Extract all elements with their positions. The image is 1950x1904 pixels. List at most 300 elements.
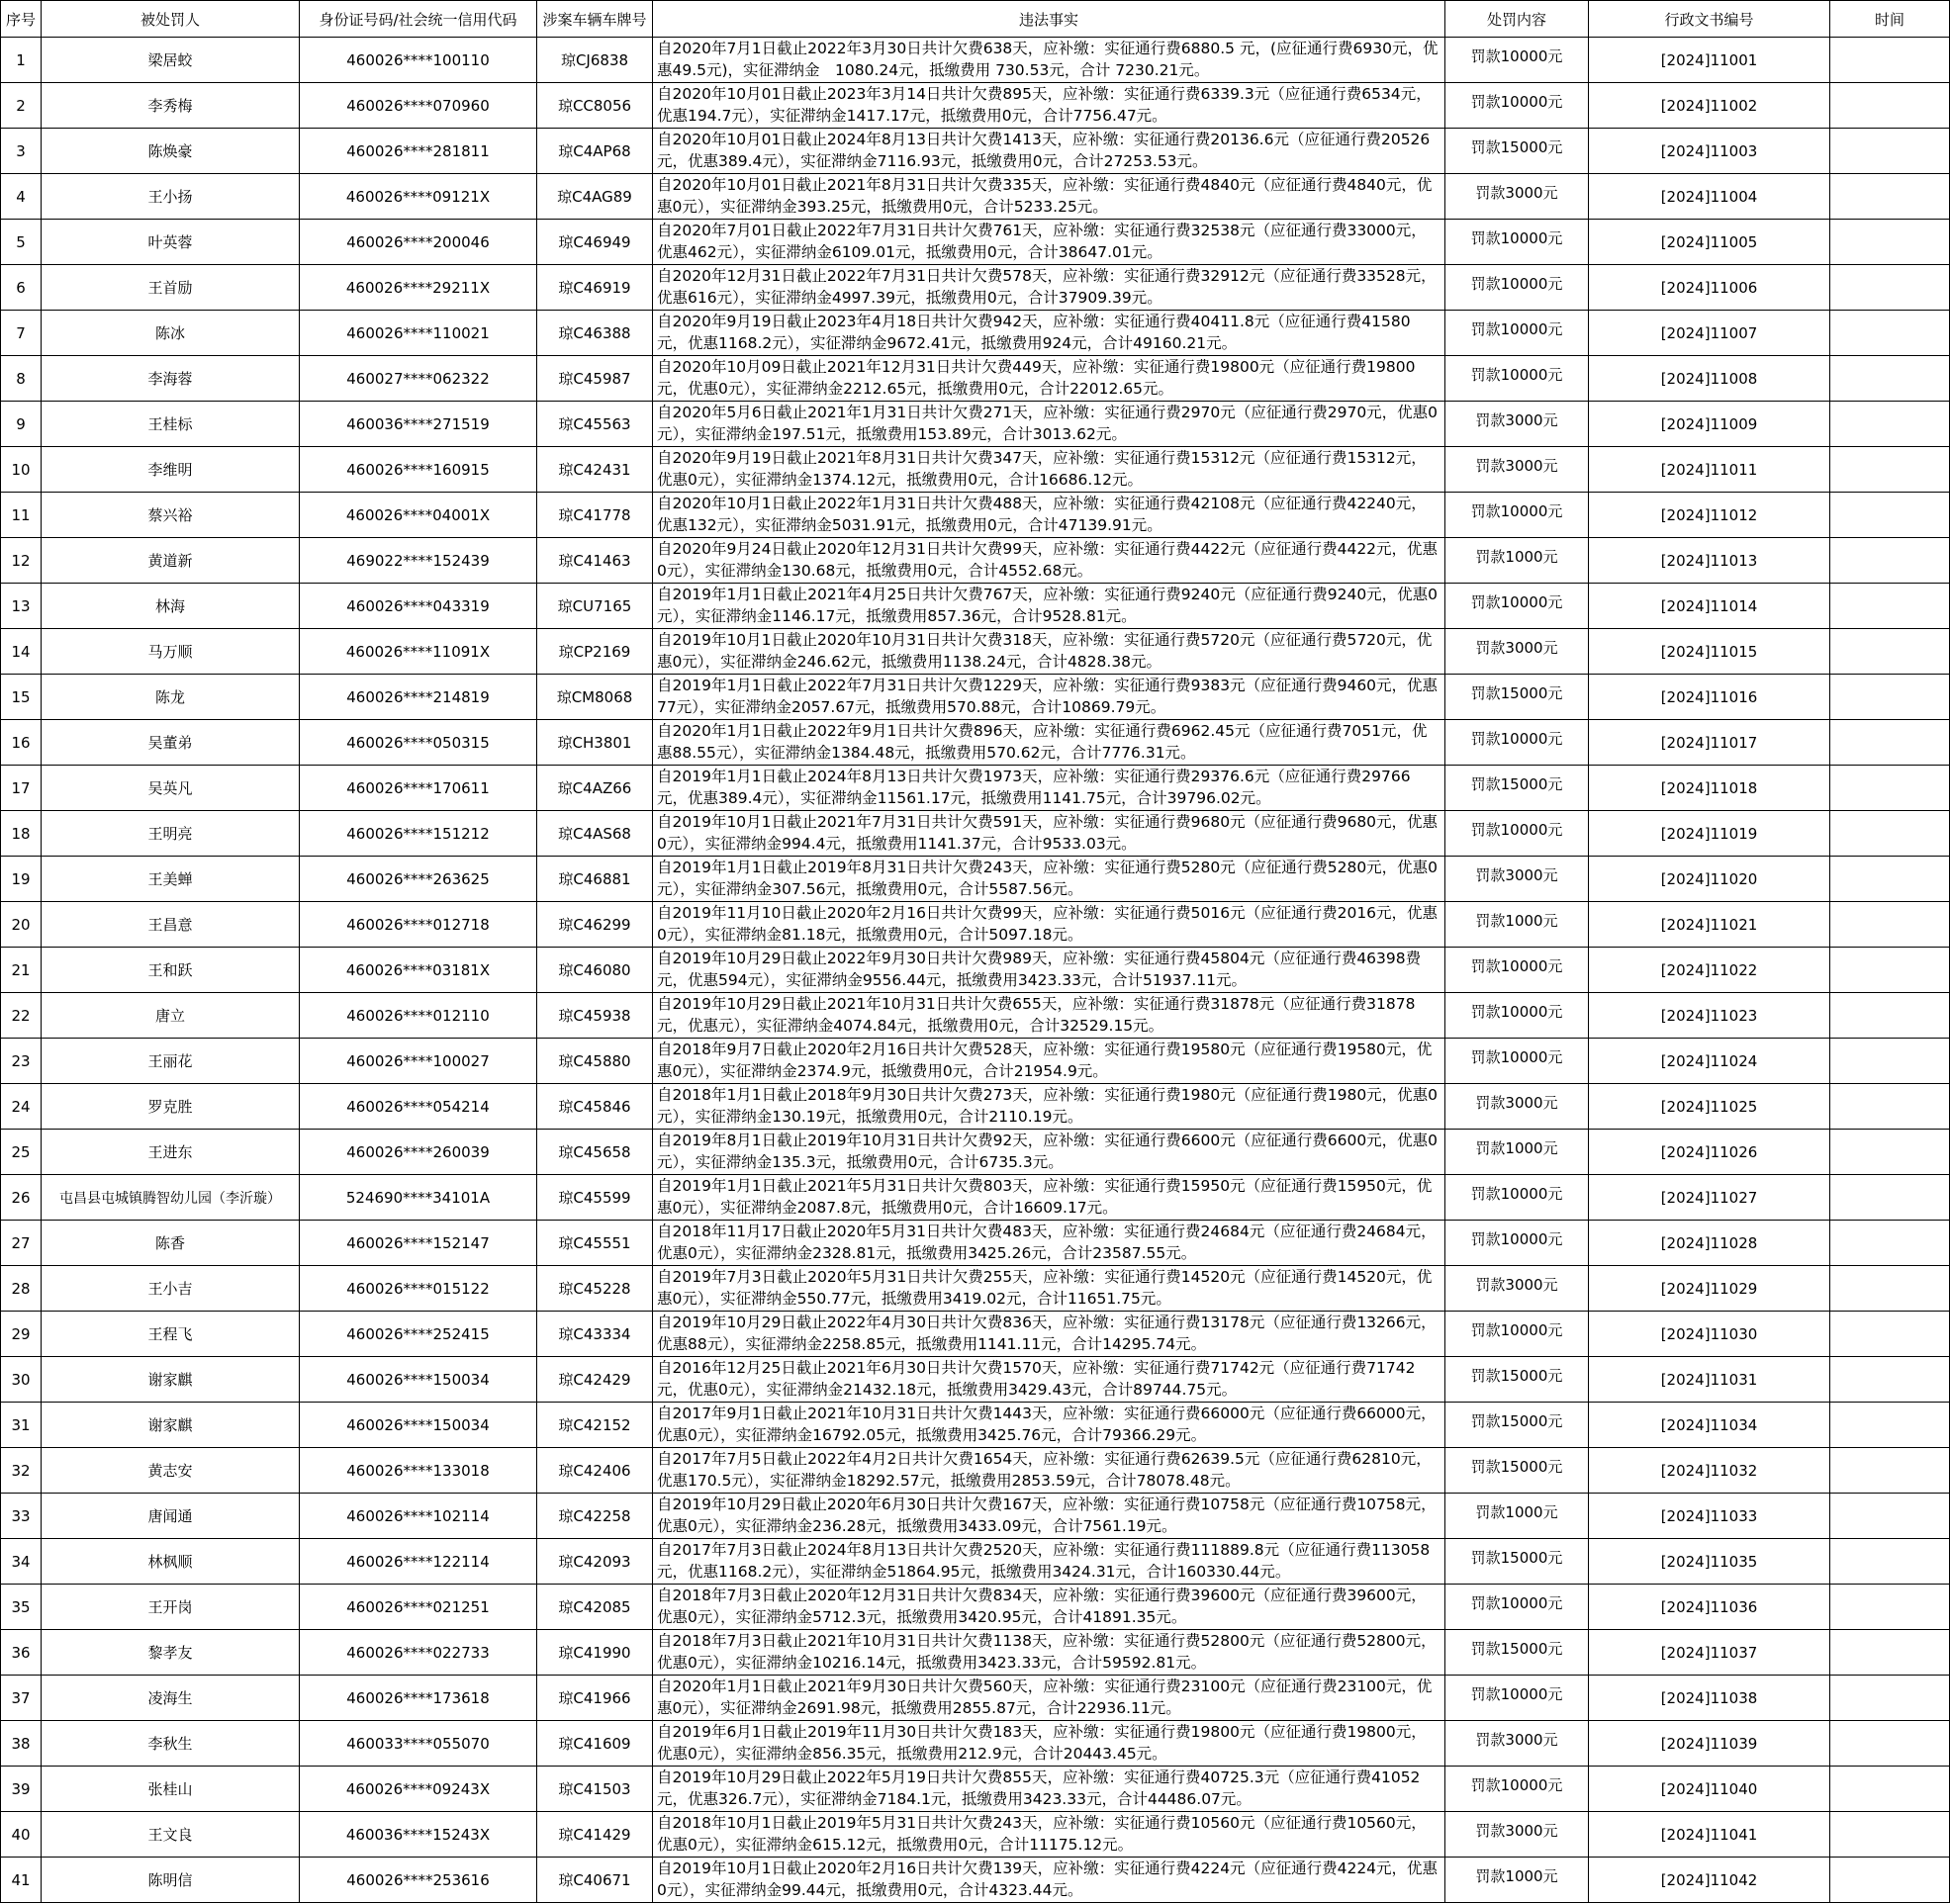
cell-plate: 琼C42085 [537, 1585, 653, 1630]
cell-time [1830, 675, 1950, 720]
cell-time [1830, 493, 1950, 538]
cell-plate: 琼C45228 [537, 1266, 653, 1312]
table-row [1, 1357, 1950, 1403]
cell-fact: 自2018年7月3日截止2021年10月31日共计欠费1138天，应补缴：实征通行费52800元（应征通行费52800元，优惠0元），实征滞纳金10216.14元，抵缴费用3423.33元，合计59592.81元。 [653, 1630, 1445, 1676]
cell-id: 460036****271519 [300, 402, 537, 447]
cell-penalty: 罚款10000元 [1445, 948, 1589, 993]
cell-plate: 琼C42429 [537, 1357, 653, 1403]
cell-plate: 琼C45987 [537, 356, 653, 402]
cell-doc: [2024]11035 [1589, 1539, 1830, 1585]
cell-name: 吴董弟 [42, 720, 300, 766]
header-cell-name: 被处罚人 [42, 1, 300, 38]
cell-fact: 自2019年1月1日截止2021年5月31日共计欠费803天，应补缴：实征通行费15950元（应征通行费15950元，优惠0元），实征滞纳金2087.8元，抵缴费用0元，合计16609.17元。 [653, 1175, 1445, 1221]
cell-id: 460026****102114 [300, 1494, 537, 1539]
cell-plate: 琼C45599 [537, 1175, 653, 1221]
table-row [1, 766, 1950, 811]
cell-name: 陈明信 [42, 1858, 300, 1903]
cell-penalty: 罚款3000元 [1445, 857, 1589, 902]
cell-doc: [2024]11021 [1589, 902, 1830, 948]
cell-penalty: 罚款1000元 [1445, 1494, 1589, 1539]
cell-doc: [2024]11016 [1589, 675, 1830, 720]
cell-no: 19 [1, 857, 42, 902]
cell-fact: 自2017年7月5日截止2022年4月2日共计欠费1654天，应补缴：实征通行费62639.5元（应征通行费62810元，优惠170.5元），实征滞纳金18292.57元，抵缴费用2853.59元，合计78078.48元。 [653, 1448, 1445, 1494]
cell-id: 460026****070960 [300, 83, 537, 129]
header-cell-doc: 行政文书编号 [1589, 1, 1830, 38]
cell-no: 9 [1, 402, 42, 447]
cell-id: 460026****29211X [300, 265, 537, 311]
cell-doc: [2024]11028 [1589, 1221, 1830, 1266]
cell-no: 31 [1, 1403, 42, 1448]
cell-doc: [2024]11023 [1589, 993, 1830, 1039]
cell-doc: [2024]11031 [1589, 1357, 1830, 1403]
cell-name: 王文良 [42, 1812, 300, 1858]
cell-plate: 琼C4AG89 [537, 174, 653, 220]
cell-time [1830, 993, 1950, 1039]
cell-doc: [2024]11037 [1589, 1630, 1830, 1676]
cell-doc: [2024]11039 [1589, 1721, 1830, 1767]
cell-id: 460026****281811 [300, 129, 537, 174]
cell-no: 13 [1, 584, 42, 629]
cell-doc: [2024]11022 [1589, 948, 1830, 993]
cell-no: 14 [1, 629, 42, 675]
cell-time [1830, 1221, 1950, 1266]
cell-plate: 琼CJ6838 [537, 38, 653, 83]
header-cell-time: 时间 [1830, 1, 1950, 38]
cell-fact: 自2018年11月17日截止2020年5月31日共计欠费483天，应补缴：实征通行费24684元（应征通行费24684元，优惠0元），实征滞纳金2328.81元，抵缴费用3425.26元，合计23587.55元。 [653, 1221, 1445, 1266]
cell-no: 3 [1, 129, 42, 174]
cell-time [1830, 857, 1950, 902]
cell-name: 王开岗 [42, 1585, 300, 1630]
cell-id: 460026****012110 [300, 993, 537, 1039]
cell-penalty: 罚款10000元 [1445, 311, 1589, 356]
cell-time [1830, 1175, 1950, 1221]
cell-id: 460026****09121X [300, 174, 537, 220]
cell-fact: 自2019年1月1日截止2019年8月31日共计欠费243天，应补缴：实征通行费5280元（应征通行费5280元，优惠0元），实征滞纳金307.56元，抵缴费用0元，合计5587.56元。 [653, 857, 1445, 902]
cell-fact: 自2020年1月1日截止2022年9月1日共计欠费896天，应补缴：实征通行费6962.45元（应征通行费7051元，优惠88.55元），实征滞纳金1384.48元，抵缴费用570.62元，合计7776.31元。 [653, 720, 1445, 766]
cell-penalty: 罚款3000元 [1445, 1812, 1589, 1858]
cell-name: 蔡兴裕 [42, 493, 300, 538]
cell-fact: 自2020年10月01日截止2024年8月13日共计欠费1413天，应补缴：实征通行费20136.6元（应征通行费20526元，优惠389.4元），实征滞纳金7116.93元，抵缴费用0元，合计27253.53元。 [653, 129, 1445, 174]
cell-id: 460026****015122 [300, 1266, 537, 1312]
cell-plate: 琼CM8068 [537, 675, 653, 720]
table-row [1, 174, 1950, 220]
cell-id: 460026****214819 [300, 675, 537, 720]
table-row [1, 265, 1950, 311]
table-row [1, 1812, 1950, 1858]
cell-plate: 琼C46388 [537, 311, 653, 356]
cell-plate: 琼C45938 [537, 993, 653, 1039]
cell-penalty: 罚款1000元 [1445, 1858, 1589, 1903]
cell-doc: [2024]11007 [1589, 311, 1830, 356]
cell-no: 7 [1, 311, 42, 356]
cell-fact: 自2020年7月01日截止2022年7月31日共计欠费761天，应补缴：实征通行费32538元（应征通行费33000元，优惠462元），实征滞纳金6109.01元，抵缴费用0元，合计38647.01元。 [653, 220, 1445, 265]
cell-no: 32 [1, 1448, 42, 1494]
cell-plate: 琼C4AS68 [537, 811, 653, 857]
cell-no: 24 [1, 1084, 42, 1130]
cell-time [1830, 1312, 1950, 1357]
table-row [1, 993, 1950, 1039]
cell-fact: 自2017年9月1日截止2021年10月31日共计欠费1443天，应补缴：实征通行费66000元（应征通行费66000元，优惠0元），实征滞纳金16792.05元，抵缴费用3425.76元，合计79366.29元。 [653, 1403, 1445, 1448]
cell-name: 王进东 [42, 1130, 300, 1175]
cell-name: 王和跃 [42, 948, 300, 993]
cell-name: 王程飞 [42, 1312, 300, 1357]
cell-fact: 自2017年7月3日截止2024年8月13日共计欠费2520天，应补缴：实征通行费111889.8元（应征通行费113058元，优惠1168.2元），实征滞纳金51864.95元，抵缴费用3424.31元，合计160330.44元。 [653, 1539, 1445, 1585]
cell-name: 吴英凡 [42, 766, 300, 811]
cell-fact: 自2019年1月1日截止2022年7月31日共计欠费1229天，应补缴：实征通行费9383元（应征通行费9460元，优惠77元），实征滞纳金2057.67元，抵缴费用570.88元，合计10869.79元。 [653, 675, 1445, 720]
cell-name: 李秀梅 [42, 83, 300, 129]
cell-fact: 自2020年1月1日截止2021年9月30日共计欠费560天，应补缴：实征通行费23100元（应征通行费23100元，优惠0元），实征滞纳金2691.98元，抵缴费用2855.87元，合计22936.11元。 [653, 1676, 1445, 1721]
cell-no: 16 [1, 720, 42, 766]
cell-doc: [2024]11014 [1589, 584, 1830, 629]
cell-name: 王首励 [42, 265, 300, 311]
table-row [1, 1266, 1950, 1312]
cell-doc: [2024]11020 [1589, 857, 1830, 902]
cell-no: 15 [1, 675, 42, 720]
cell-name: 王明亮 [42, 811, 300, 857]
cell-doc: [2024]11005 [1589, 220, 1830, 265]
cell-time [1830, 1130, 1950, 1175]
cell-penalty: 罚款15000元 [1445, 129, 1589, 174]
cell-time [1830, 1812, 1950, 1858]
cell-penalty: 罚款10000元 [1445, 83, 1589, 129]
cell-id: 460026****150034 [300, 1403, 537, 1448]
cell-plate: 琼C41990 [537, 1630, 653, 1676]
cell-name: 罗克胜 [42, 1084, 300, 1130]
cell-penalty: 罚款10000元 [1445, 1221, 1589, 1266]
cell-doc: [2024]11038 [1589, 1676, 1830, 1721]
header-cell-no: 序号 [1, 1, 42, 38]
table-row [1, 129, 1950, 174]
cell-fact: 自2019年10月29日截止2021年10月31日共计欠费655天，应补缴：实征通行费31878元（应征通行费31878元，优惠元），实征滞纳金4074.84元，抵缴费用0元，合计32529.15元。 [653, 993, 1445, 1039]
table-row [1, 1312, 1950, 1357]
table-row [1, 1858, 1950, 1903]
cell-name: 李秋生 [42, 1721, 300, 1767]
cell-id: 460026****054214 [300, 1084, 537, 1130]
cell-name: 王美蝉 [42, 857, 300, 902]
cell-penalty: 罚款10000元 [1445, 38, 1589, 83]
cell-id: 460033****055070 [300, 1721, 537, 1767]
cell-penalty: 罚款15000元 [1445, 1403, 1589, 1448]
cell-name: 王小扬 [42, 174, 300, 220]
cell-fact: 自2020年9月19日截止2023年4月18日共计欠费942天，应补缴：实征通行费40411.8元（应征通行费41580元，优惠1168.2元），实征滞纳金9672.41元，抵缴费用924元，合计49160.21元。 [653, 311, 1445, 356]
table-row [1, 1676, 1950, 1721]
cell-doc: [2024]11004 [1589, 174, 1830, 220]
table-row [1, 356, 1950, 402]
cell-penalty: 罚款10000元 [1445, 1039, 1589, 1084]
table-row [1, 1130, 1950, 1175]
cell-fact: 自2019年10月29日截止2022年9月30日共计欠费989天，应补缴：实征通行费45804元（应征通行费46398费元，优惠594元），实征滞纳金9556.44元，抵缴费用3423.33元，合计51937.11元。 [653, 948, 1445, 993]
cell-plate: 琼C42431 [537, 447, 653, 493]
cell-name: 李维明 [42, 447, 300, 493]
cell-no: 38 [1, 1721, 42, 1767]
cell-fact: 自2020年5月6日截止2021年1月31日共计欠费271天，应补缴：实征通行费2970元（应征通行费2970元，优惠0元），实征滞纳金197.51元，抵缴费用153.89元，合计3013.62元。 [653, 402, 1445, 447]
cell-no: 30 [1, 1357, 42, 1403]
cell-time [1830, 1676, 1950, 1721]
cell-fact: 自2019年10月1日截止2021年7月31日共计欠费591天，应补缴：实征通行费9680元（应征通行费9680元，优惠0元），实征滞纳金994.4元，抵缴费用1141.37元，合计9533.03元。 [653, 811, 1445, 857]
cell-no: 2 [1, 83, 42, 129]
cell-id: 460026****09243X [300, 1767, 537, 1812]
cell-penalty: 罚款10000元 [1445, 720, 1589, 766]
table-row [1, 1494, 1950, 1539]
cell-id: 460026****03181X [300, 948, 537, 993]
cell-no: 28 [1, 1266, 42, 1312]
cell-plate: 琼CC8056 [537, 83, 653, 129]
cell-name: 黄志安 [42, 1448, 300, 1494]
cell-doc: [2024]11024 [1589, 1039, 1830, 1084]
cell-time [1830, 1630, 1950, 1676]
cell-name: 黎孝友 [42, 1630, 300, 1676]
cell-id: 524690****34101A [300, 1175, 537, 1221]
cell-no: 18 [1, 811, 42, 857]
cell-doc: [2024]11019 [1589, 811, 1830, 857]
table-row [1, 220, 1950, 265]
cell-no: 39 [1, 1767, 42, 1812]
cell-plate: 琼C46949 [537, 220, 653, 265]
cell-time [1830, 720, 1950, 766]
cell-id: 460026****050315 [300, 720, 537, 766]
cell-id: 460026****260039 [300, 1130, 537, 1175]
cell-time [1830, 1539, 1950, 1585]
cell-id: 460026****170611 [300, 766, 537, 811]
table-row [1, 1448, 1950, 1494]
header-cell-id: 身份证号码/社会统一信用代码 [300, 1, 537, 38]
cell-no: 1 [1, 38, 42, 83]
cell-time [1830, 129, 1950, 174]
cell-doc: [2024]11041 [1589, 1812, 1830, 1858]
cell-time [1830, 311, 1950, 356]
cell-no: 12 [1, 538, 42, 584]
table-row [1, 1539, 1950, 1585]
cell-penalty: 罚款1000元 [1445, 1130, 1589, 1175]
cell-fact: 自2019年11月10日截止2020年2月16日共计欠费99天，应补缴：实征通行费5016元（应征通行费2016元，优惠0元），实征滞纳金81.18元，抵缴费用0元，合计5097.18元。 [653, 902, 1445, 948]
table-row [1, 1175, 1950, 1221]
cell-penalty: 罚款10000元 [1445, 584, 1589, 629]
cell-no: 37 [1, 1676, 42, 1721]
cell-name: 马万顺 [42, 629, 300, 675]
cell-no: 20 [1, 902, 42, 948]
cell-plate: 琼C4AZ66 [537, 766, 653, 811]
cell-no: 6 [1, 265, 42, 311]
table-row [1, 720, 1950, 766]
cell-penalty: 罚款1000元 [1445, 538, 1589, 584]
cell-penalty: 罚款10000元 [1445, 1585, 1589, 1630]
cell-plate: 琼C41463 [537, 538, 653, 584]
cell-plate: 琼C42258 [537, 1494, 653, 1539]
cell-time [1830, 356, 1950, 402]
table-row [1, 1221, 1950, 1266]
cell-id: 460026****100110 [300, 38, 537, 83]
cell-penalty: 罚款15000元 [1445, 766, 1589, 811]
cell-plate: 琼C41503 [537, 1767, 653, 1812]
cell-id: 460026****110021 [300, 311, 537, 356]
cell-id: 469022****152439 [300, 538, 537, 584]
cell-fact: 自2020年7月1日截止2022年3月30日共计欠费638天，应补缴：实征通行费6880.5 元，(应征通行费6930元，优惠49.5元)，实征滞纳金 1080.24元，抵缴费用 730.53元，合计 7230.21元。 [653, 38, 1445, 83]
cell-no: 4 [1, 174, 42, 220]
cell-doc: [2024]11034 [1589, 1403, 1830, 1448]
header-cell-plate: 涉案车辆车牌号 [537, 1, 653, 38]
cell-name: 王小吉 [42, 1266, 300, 1312]
table-row [1, 629, 1950, 675]
cell-plate: 琼C45551 [537, 1221, 653, 1266]
cell-penalty: 罚款1000元 [1445, 902, 1589, 948]
cell-fact: 自2019年8月1日截止2019年10月31日共计欠费92天，应补缴：实征通行费6600元（应征通行费6600元，优惠0元），实征滞纳金135.3元，抵缴费用0元，合计6735.3元。 [653, 1130, 1445, 1175]
cell-name: 凌海生 [42, 1676, 300, 1721]
cell-penalty: 罚款3000元 [1445, 1266, 1589, 1312]
cell-no: 21 [1, 948, 42, 993]
table-row [1, 1767, 1950, 1812]
cell-no: 5 [1, 220, 42, 265]
cell-penalty: 罚款3000元 [1445, 402, 1589, 447]
cell-doc: [2024]11026 [1589, 1130, 1830, 1175]
cell-id: 460026****152147 [300, 1221, 537, 1266]
cell-plate: 琼CP2169 [537, 629, 653, 675]
table-row [1, 1721, 1950, 1767]
cell-time [1830, 629, 1950, 675]
cell-doc: [2024]11008 [1589, 356, 1830, 402]
table-row [1, 538, 1950, 584]
cell-plate: 琼C46080 [537, 948, 653, 993]
cell-doc: [2024]11015 [1589, 629, 1830, 675]
cell-doc: [2024]11003 [1589, 129, 1830, 174]
cell-penalty: 罚款10000元 [1445, 1175, 1589, 1221]
cell-doc: [2024]11029 [1589, 1266, 1830, 1312]
cell-id: 460026****263625 [300, 857, 537, 902]
cell-time [1830, 584, 1950, 629]
cell-penalty: 罚款10000元 [1445, 220, 1589, 265]
cell-doc: [2024]11036 [1589, 1585, 1830, 1630]
cell-name: 王丽花 [42, 1039, 300, 1084]
cell-id: 460026****012718 [300, 902, 537, 948]
cell-no: 26 [1, 1175, 42, 1221]
cell-doc: [2024]11013 [1589, 538, 1830, 584]
cell-time [1830, 948, 1950, 993]
cell-plate: 琼C42093 [537, 1539, 653, 1585]
table-row [1, 811, 1950, 857]
cell-fact: 自2019年6月1日截止2019年11月30日共计欠费183天，应补缴：实征通行费19800元（应征通行费19800元，优惠0元），实征滞纳金856.35元，抵缴费用212.9元，合计20443.45元。 [653, 1721, 1445, 1767]
cell-time [1830, 766, 1950, 811]
cell-penalty: 罚款3000元 [1445, 174, 1589, 220]
cell-no: 10 [1, 447, 42, 493]
table-row [1, 83, 1950, 129]
cell-id: 460026****133018 [300, 1448, 537, 1494]
cell-plate: 琼C41778 [537, 493, 653, 538]
cell-name: 王昌意 [42, 902, 300, 948]
cell-penalty: 罚款15000元 [1445, 1630, 1589, 1676]
cell-time [1830, 902, 1950, 948]
cell-id: 460026****022733 [300, 1630, 537, 1676]
cell-fact: 自2019年10月29日截止2020年6月30日共计欠费167天，应补缴：实征通行费10758元（应征通行费10758元，优惠0元），实征滞纳金236.28元，抵缴费用3433.09元，合计7561.19元。 [653, 1494, 1445, 1539]
cell-no: 25 [1, 1130, 42, 1175]
cell-doc: [2024]11009 [1589, 402, 1830, 447]
cell-time [1830, 1357, 1950, 1403]
cell-id: 460026****122114 [300, 1539, 537, 1585]
cell-penalty: 罚款10000元 [1445, 356, 1589, 402]
cell-time [1830, 174, 1950, 220]
cell-fact: 自2018年9月7日截止2020年2月16日共计欠费528天，应补缴：实征通行费19580元（应征通行费19580元，优惠0元），实征滞纳金2374.9元，抵缴费用0元，合计21954.9元。 [653, 1039, 1445, 1084]
cell-fact: 自2019年10月29日截止2022年4月30日共计欠费836天，应补缴：实征通行费13178元（应征通行费13266元，优惠88元），实征滞纳金2258.85元，抵缴费用1141.11元，合计14295.74元。 [653, 1312, 1445, 1357]
cell-name: 林海 [42, 584, 300, 629]
cell-penalty: 罚款10000元 [1445, 493, 1589, 538]
header-row [1, 1, 1950, 38]
cell-doc: [2024]11030 [1589, 1312, 1830, 1357]
cell-name: 陈冰 [42, 311, 300, 356]
table-row [1, 1039, 1950, 1084]
cell-name: 谢家麒 [42, 1403, 300, 1448]
cell-id: 460026****252415 [300, 1312, 537, 1357]
table-row [1, 1084, 1950, 1130]
cell-penalty: 罚款15000元 [1445, 1357, 1589, 1403]
cell-id: 460036****15243X [300, 1812, 537, 1858]
cell-time [1830, 1494, 1950, 1539]
cell-doc: [2024]11001 [1589, 38, 1830, 83]
cell-time [1830, 1585, 1950, 1630]
cell-fact: 自2020年12月31日截止2022年7月31日共计欠费578天，应补缴：实征通行费32912元（应征通行费33528元，优惠616元），实征滞纳金4997.39元，抵缴费用0元，合计37909.39元。 [653, 265, 1445, 311]
cell-id: 460026****04001X [300, 493, 537, 538]
cell-doc: [2024]11012 [1589, 493, 1830, 538]
cell-doc: [2024]11018 [1589, 766, 1830, 811]
table-row [1, 948, 1950, 993]
cell-name: 陈香 [42, 1221, 300, 1266]
cell-no: 29 [1, 1312, 42, 1357]
cell-id: 460027****062322 [300, 356, 537, 402]
table-row [1, 311, 1950, 356]
cell-fact: 自2019年10月1日截止2020年10月31日共计欠费318天，应补缴：实征通行费5720元（应征通行费5720元，优惠0元），实征滞纳金246.62元，抵缴费用1138.24元，合计4828.38元。 [653, 629, 1445, 675]
cell-time [1830, 1084, 1950, 1130]
cell-id: 460026****100027 [300, 1039, 537, 1084]
cell-doc: [2024]11040 [1589, 1767, 1830, 1812]
cell-penalty: 罚款10000元 [1445, 1312, 1589, 1357]
header-cell-penalty: 处罚内容 [1445, 1, 1589, 38]
table-row [1, 584, 1950, 629]
cell-doc: [2024]11027 [1589, 1175, 1830, 1221]
cell-time [1830, 1039, 1950, 1084]
cell-time [1830, 402, 1950, 447]
cell-time [1830, 1266, 1950, 1312]
table-row [1, 1403, 1950, 1448]
cell-name: 叶英蓉 [42, 220, 300, 265]
cell-no: 41 [1, 1858, 42, 1903]
cell-id: 460026****253616 [300, 1858, 537, 1903]
cell-no: 33 [1, 1494, 42, 1539]
cell-plate: 琼C41609 [537, 1721, 653, 1767]
cell-name: 林枫顺 [42, 1539, 300, 1585]
cell-plate: 琼C45658 [537, 1130, 653, 1175]
cell-doc: [2024]11033 [1589, 1494, 1830, 1539]
cell-penalty: 罚款10000元 [1445, 811, 1589, 857]
cell-plate: 琼C42152 [537, 1403, 653, 1448]
cell-time [1830, 1767, 1950, 1812]
cell-fact: 自2019年10月29日截止2022年5月19日共计欠费855天，应补缴：实征通行费40725.3元（应征通行费41052元，优惠326.7元），实征滞纳金7184.1元，抵缴费用3423.33元，合计44486.07元。 [653, 1767, 1445, 1812]
cell-id: 460026****11091X [300, 629, 537, 675]
cell-no: 27 [1, 1221, 42, 1266]
cell-penalty: 罚款3000元 [1445, 1084, 1589, 1130]
cell-penalty: 罚款15000元 [1445, 1539, 1589, 1585]
cell-penalty: 罚款3000元 [1445, 1721, 1589, 1767]
cell-id: 460026****173618 [300, 1676, 537, 1721]
cell-doc: [2024]11032 [1589, 1448, 1830, 1494]
cell-fact: 自2019年7月3日截止2020年5月31日共计欠费255天，应补缴：实征通行费14520元（应征通行费14520元，优惠0元），实征滞纳金550.77元，抵缴费用3419.02元，合计11651.75元。 [653, 1266, 1445, 1312]
cell-name: 陈焕豪 [42, 129, 300, 174]
table-row [1, 1630, 1950, 1676]
table-row [1, 402, 1950, 447]
cell-no: 17 [1, 766, 42, 811]
cell-plate: 琼C45880 [537, 1039, 653, 1084]
cell-plate: 琼CH3801 [537, 720, 653, 766]
cell-plate: 琼C43334 [537, 1312, 653, 1357]
cell-time [1830, 538, 1950, 584]
cell-plate: 琼C45563 [537, 402, 653, 447]
cell-fact: 自2019年10月1日截止2020年2月16日共计欠费139天，应补缴：实征通行费4224元（应征通行费4224元，优惠0元），实征滞纳金99.44元，抵缴费用0元，合计4323.44元。 [653, 1858, 1445, 1903]
